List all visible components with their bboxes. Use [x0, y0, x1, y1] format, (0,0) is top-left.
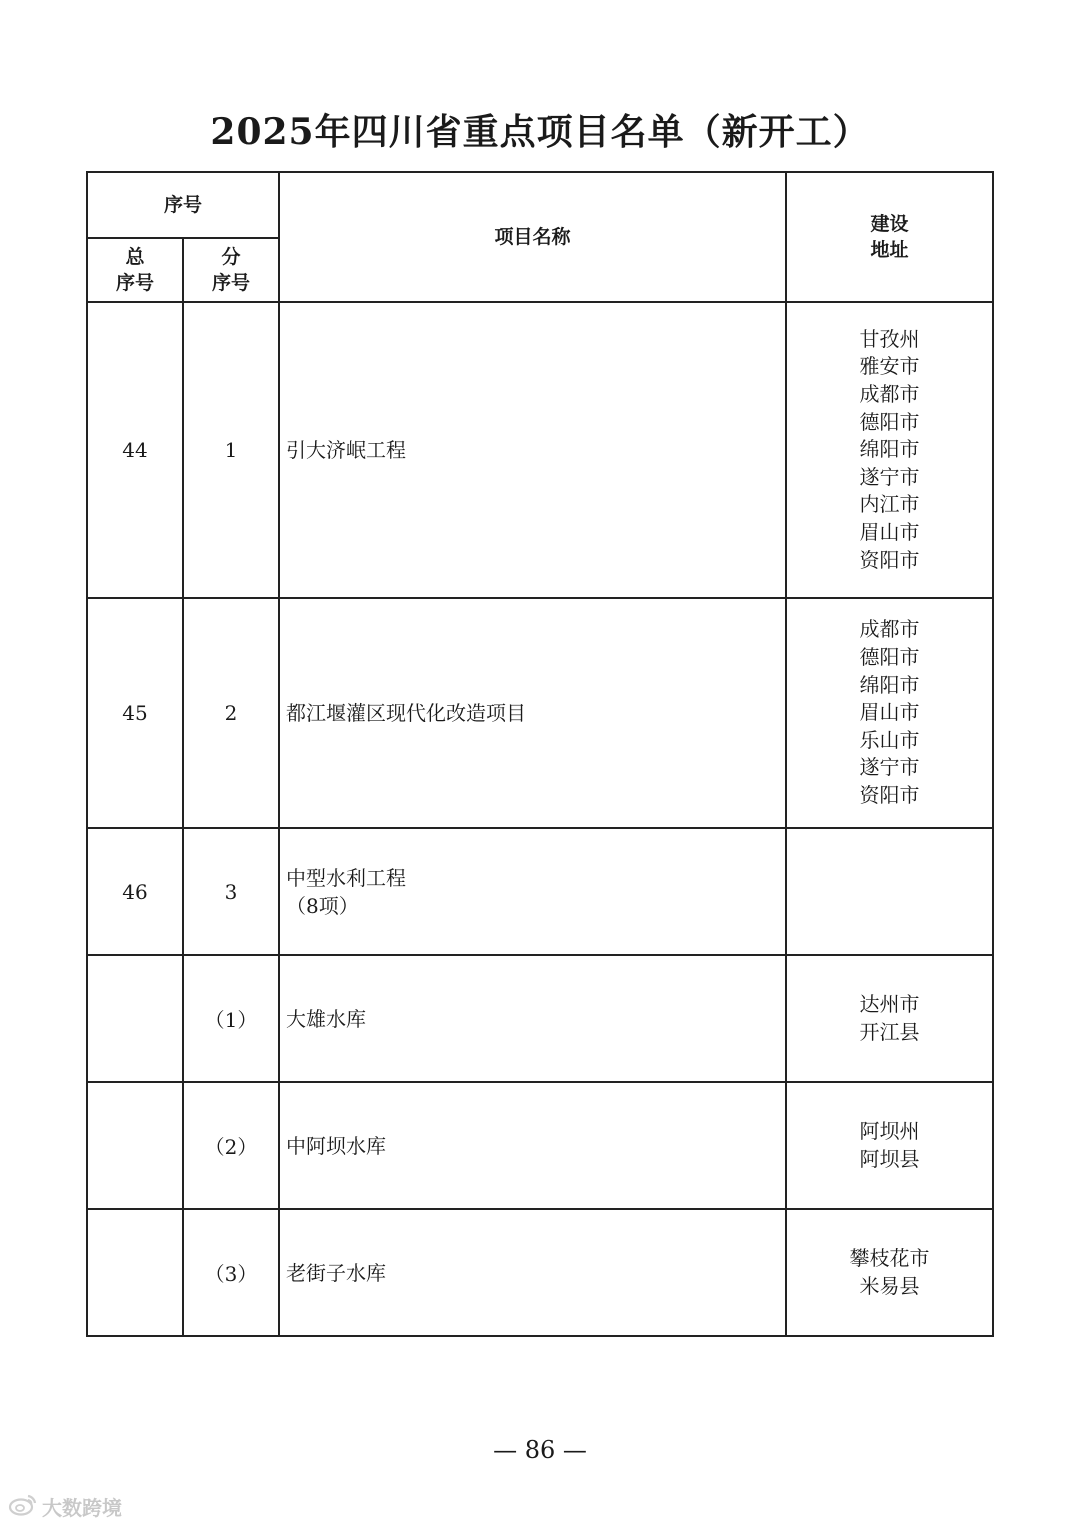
sub-seq-header: 分 序号 [183, 238, 279, 302]
sub-seq-cell: （2） [183, 1082, 279, 1209]
location-cell: 成都市 德阳市 绵阳市 眉山市 乐山市 遂宁市 资阳市 [786, 598, 993, 828]
project-name-cell: 大雄水库 [279, 955, 786, 1082]
project-name-cell: 都江堰灌区现代化改造项目 [279, 598, 786, 828]
project-name-header: 项目名称 [279, 172, 786, 302]
sub-seq-cell: （3） [183, 1209, 279, 1336]
location-cell: 达州市 开江县 [786, 955, 993, 1082]
seq-group-header: 序号 [87, 172, 279, 238]
total-seq-cell: 44 [87, 302, 183, 598]
project-table [86, 171, 994, 1337]
watermark [8, 1492, 122, 1521]
sub-seq-cell: 2 [183, 598, 279, 828]
project-name-cell: 中阿坝水库 [279, 1082, 786, 1209]
document-title: 2025年四川省重点项目名单（新开工） [210, 111, 870, 153]
table-row [87, 302, 993, 598]
sub-seq-cell: （1） [183, 955, 279, 1082]
page-number: — 86 — [493, 1436, 587, 1464]
total-seq-cell [87, 955, 183, 1082]
header-row [87, 172, 993, 238]
location-cell: 甘孜州 雅安市 成都市 德阳市 绵阳市 遂宁市 内江市 眉山市 资阳市 [786, 302, 993, 598]
total-seq-header: 总 序号 [87, 238, 183, 302]
watermark-text: 大数跨境 [42, 1496, 122, 1520]
location-header: 建设 地址 [786, 172, 993, 302]
total-seq-cell: 45 [87, 598, 183, 828]
project-name-cell: 引大济岷工程 [279, 302, 786, 598]
project-name-cell: 中型水利工程 （8项） [279, 828, 786, 955]
location-cell: 阿坝州 阿坝县 [786, 1082, 993, 1209]
total-seq-cell [87, 1082, 183, 1209]
table-row [87, 955, 993, 1082]
table-row [87, 828, 993, 955]
table-row [87, 1209, 993, 1336]
location-cell: 攀枝花市 米易县 [786, 1209, 993, 1336]
total-seq-cell: 46 [87, 828, 183, 955]
total-seq-cell [87, 1209, 183, 1336]
sub-seq-cell: 1 [183, 302, 279, 598]
sub-seq-cell: 3 [183, 828, 279, 955]
table-row [87, 598, 993, 828]
project-name-cell: 老街子水库 [279, 1209, 786, 1336]
location-cell [786, 828, 993, 955]
weibo-logo-icon [8, 1492, 38, 1521]
table-row [87, 1082, 993, 1209]
